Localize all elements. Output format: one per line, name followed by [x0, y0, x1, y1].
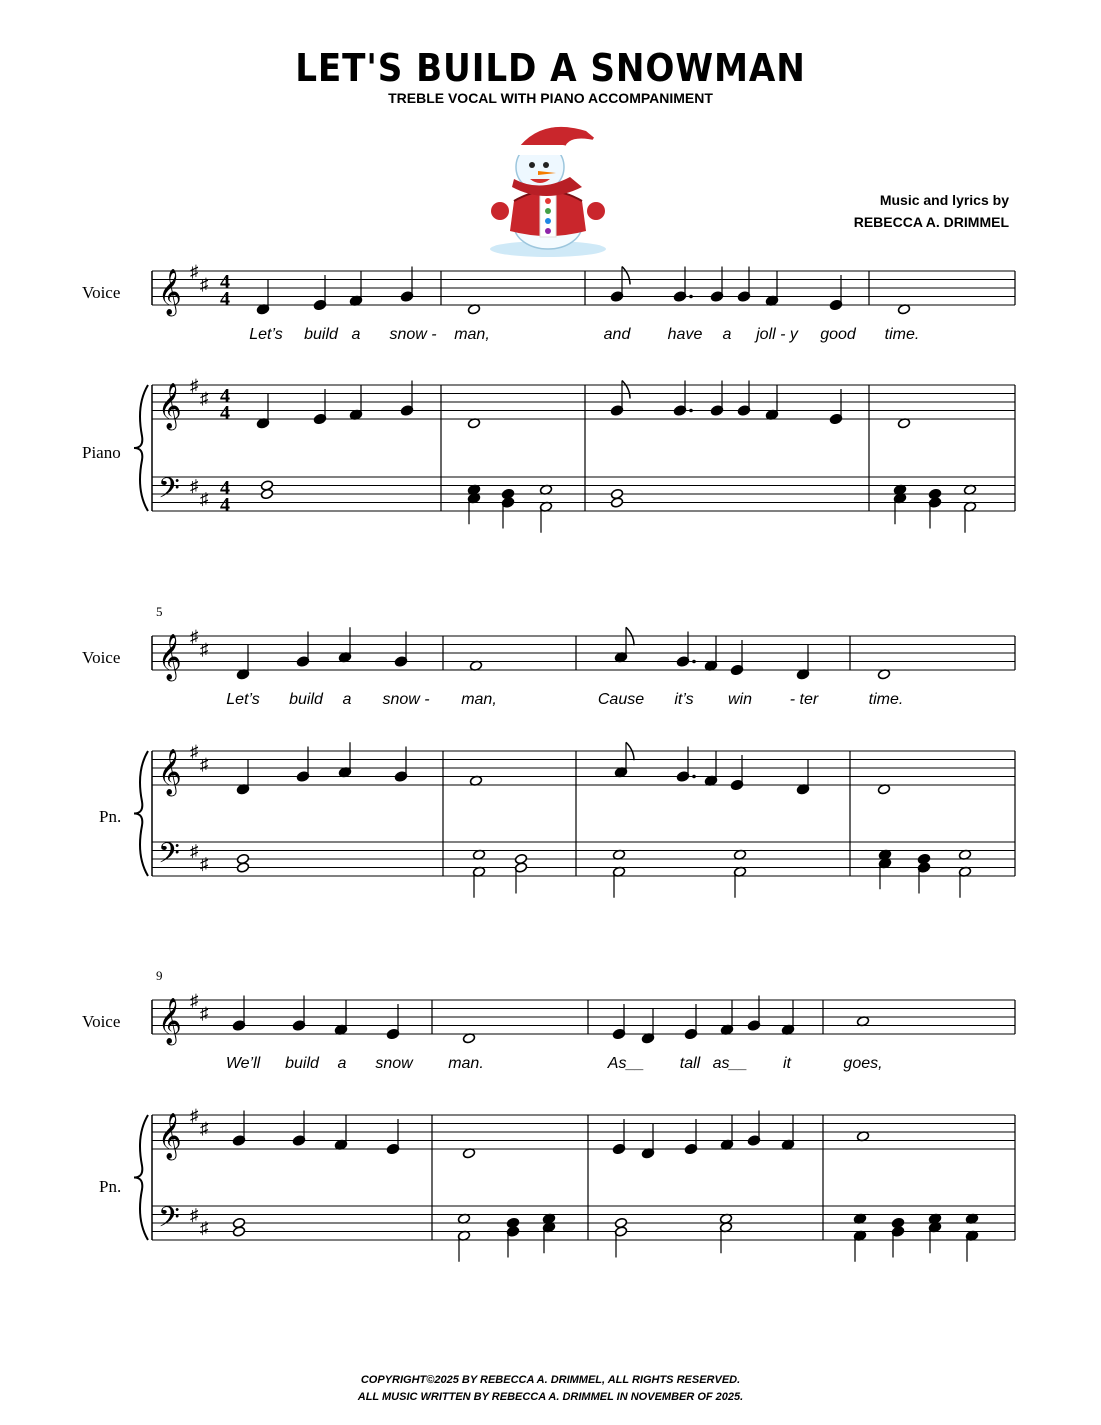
- lyric-syllable: man,: [454, 326, 490, 343]
- piano-label: Pn.: [99, 807, 122, 826]
- measure-number: 9: [156, 968, 163, 983]
- lyric-syllable: build: [289, 691, 323, 708]
- time-signature-top: 4: [220, 385, 230, 407]
- page-subtitle: TREBLE VOCAL WITH PIANO ACCOMPANIMENT: [388, 90, 713, 106]
- note-dot: [692, 660, 696, 664]
- lyric-syllable: tall: [679, 1055, 701, 1072]
- time-signature-bottom: 4: [220, 494, 230, 516]
- lyric-syllable: win: [727, 691, 753, 708]
- bass-clef-icon: 𝄢: [158, 1203, 180, 1240]
- composition-note: ALL MUSIC WRITTEN BY REBECCA A. DRIMMEL IN NOVEMBER OF 2025.: [357, 1391, 744, 1403]
- lyric-syllable: build: [304, 326, 338, 343]
- lyric-syllable: Let’s: [226, 691, 260, 708]
- lyric-syllable: snow: [375, 1055, 413, 1072]
- note-dot: [689, 295, 693, 299]
- lyric-syllable: man.: [448, 1055, 484, 1072]
- lyric-syllable: a: [337, 1055, 347, 1072]
- treble-clef-icon: 𝄞: [158, 998, 182, 1043]
- note-dot: [689, 409, 693, 413]
- voice-label: Voice: [82, 648, 121, 667]
- lyric-syllable: it: [783, 1055, 791, 1072]
- sharp-icon: ♯: [200, 1118, 209, 1138]
- sharp-icon: ♯: [190, 376, 199, 395]
- lyric-syllable: time.: [884, 326, 920, 343]
- copyright-notice: COPYRIGHT©2025 BY REBECCA A. DRIMMEL, ALL RIGHTS RESERVED.: [360, 1374, 741, 1386]
- sharp-icon: ♯: [190, 991, 199, 1010]
- voice-label: Voice: [82, 1012, 121, 1031]
- treble-clef-icon: 𝄞: [158, 269, 182, 314]
- lyric-syllable: joll - y: [756, 326, 798, 343]
- lyric-syllable: - ter: [789, 691, 819, 708]
- lyric-syllable: Let’s: [249, 326, 283, 343]
- piano-lh-note: [610, 497, 623, 508]
- sharp-icon: ♯: [200, 274, 209, 294]
- piano-brace: [134, 1115, 148, 1240]
- piano-lh-note: [260, 488, 273, 499]
- sharp-icon: ♯: [200, 854, 209, 874]
- sharp-icon: ♯: [190, 262, 199, 281]
- lyric-syllable: goes,: [843, 1055, 883, 1072]
- time-signature-bottom: 4: [220, 402, 230, 424]
- sharp-icon: ♯: [190, 1106, 199, 1125]
- bass-clef-icon: 𝄢: [158, 839, 180, 876]
- piano-lh-note: [232, 1226, 245, 1237]
- time-signature-bottom: 4: [220, 288, 230, 310]
- lyric-syllable: good: [820, 326, 856, 343]
- piano-label: Piano: [82, 443, 121, 462]
- lyric-syllable: man,: [461, 691, 497, 708]
- lyric-syllable: snow -: [389, 326, 437, 343]
- sharp-icon: ♯: [190, 742, 199, 761]
- sharp-icon: ♯: [200, 489, 209, 509]
- credit-label: Music and lyrics by: [879, 192, 1009, 208]
- lyric-syllable: build: [285, 1055, 319, 1072]
- lyric-syllable: time.: [868, 691, 904, 708]
- sharp-icon: ♯: [200, 639, 209, 659]
- piano-brace: [134, 385, 148, 511]
- lyric-syllable: and: [603, 326, 631, 343]
- measure-number: 5: [156, 604, 163, 619]
- sharp-icon: ♯: [190, 476, 199, 496]
- lyric-syllable: have: [667, 326, 703, 343]
- lyric-syllable: Cause: [597, 691, 645, 708]
- page-title: LET'S BUILD A SNOWMAN: [295, 46, 806, 90]
- lyric-syllable: it’s: [674, 691, 694, 708]
- note-dot: [692, 775, 696, 779]
- bass-clef-icon: 𝄢: [158, 474, 180, 511]
- lyric-syllable: As__: [607, 1055, 645, 1072]
- piano-brace: [134, 751, 148, 876]
- voice-label: Voice: [82, 283, 121, 302]
- sharp-icon: ♯: [190, 627, 199, 646]
- sharp-icon: ♯: [200, 754, 209, 774]
- sharp-icon: ♯: [200, 1218, 209, 1238]
- treble-clef-icon: 𝄞: [158, 749, 182, 794]
- lyric-syllable: a: [342, 691, 352, 708]
- sharp-icon: ♯: [190, 1205, 199, 1225]
- time-signature-top: 4: [220, 477, 230, 499]
- lyric-syllable: We’ll: [225, 1055, 261, 1072]
- treble-clef-icon: 𝄞: [158, 634, 182, 679]
- piano-lh-note: [236, 862, 249, 873]
- note-flag: [622, 267, 630, 285]
- sharp-icon: ♯: [190, 841, 199, 861]
- note-flag: [622, 381, 630, 399]
- lyric-syllable: as__: [712, 1055, 748, 1072]
- treble-clef-icon: 𝄞: [158, 383, 182, 428]
- composer-name: REBECCA A. DRIMMEL: [853, 214, 1009, 230]
- sharp-icon: ♯: [200, 1003, 209, 1023]
- lyric-syllable: a: [351, 326, 361, 343]
- time-signature-top: 4: [220, 271, 230, 293]
- lyric-syllable: snow -: [382, 691, 430, 708]
- sharp-icon: ♯: [200, 388, 209, 408]
- piano-label: Pn.: [99, 1177, 122, 1196]
- treble-clef-icon: 𝄞: [158, 1113, 182, 1158]
- lyric-syllable: a: [722, 326, 732, 343]
